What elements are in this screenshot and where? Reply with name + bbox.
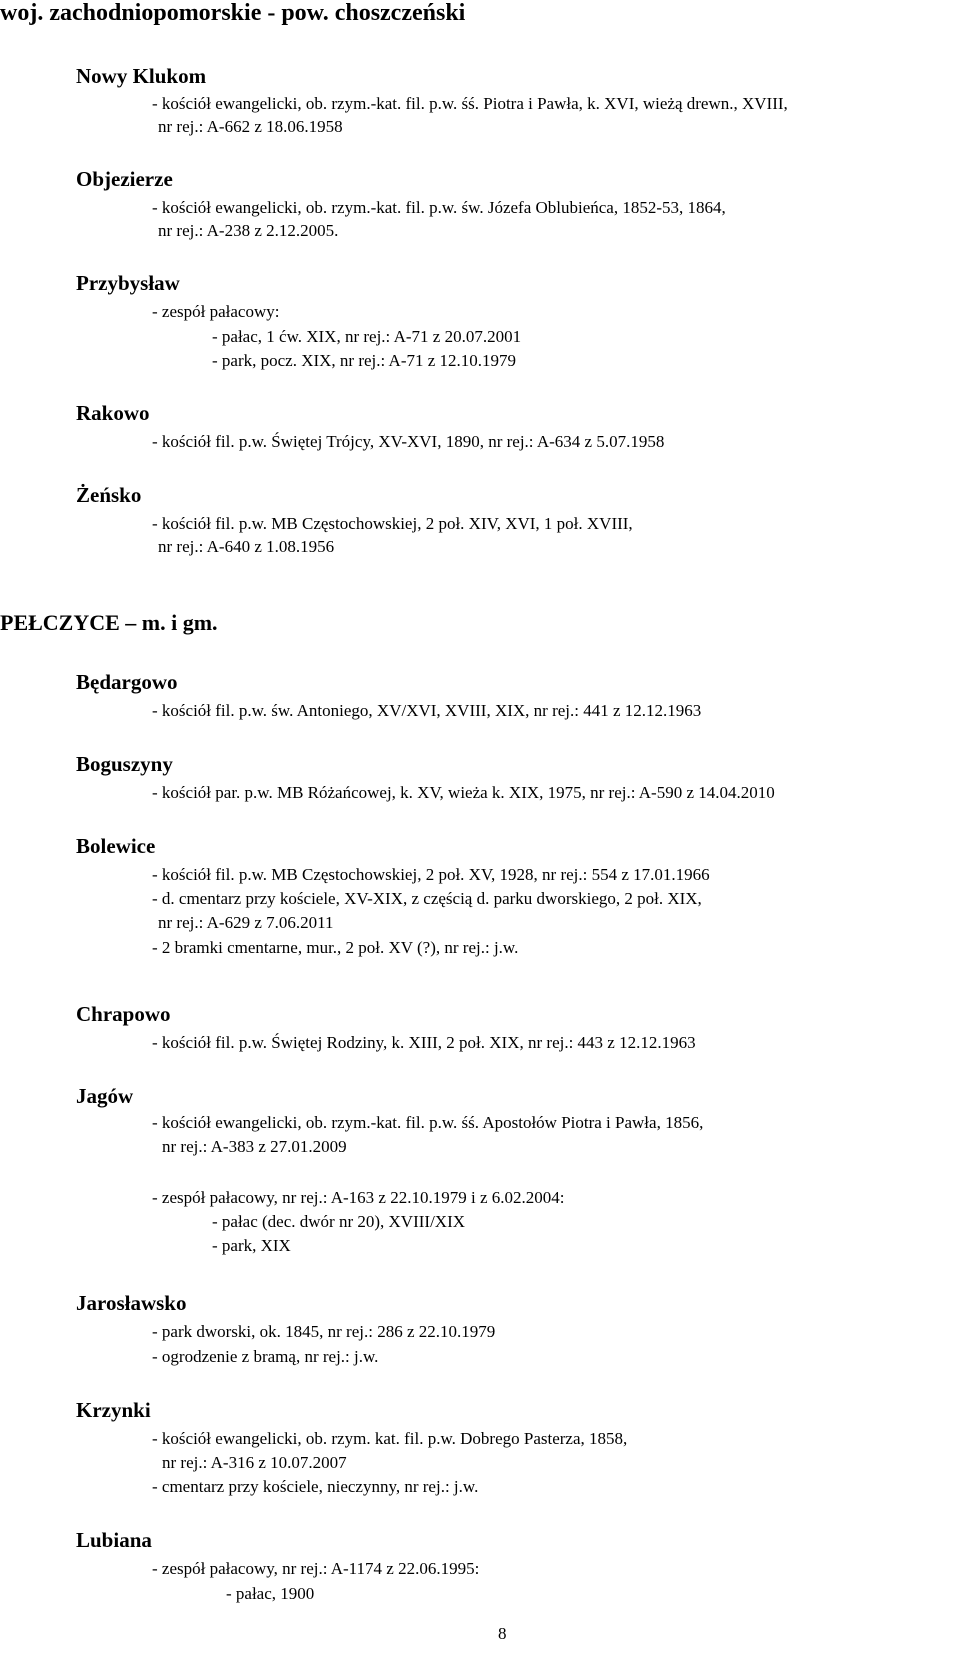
locality-bolewice: Bolewice [76, 834, 156, 858]
entry-line: - kościół ewangelicki, ob. rzym.-kat. fil. p.w. św. Józefa Oblubieńca, 1852-53, 1864, [152, 198, 726, 217]
locality-bedargowo: Będargowo [76, 670, 178, 694]
locality-krzynki: Krzynki [76, 1398, 151, 1422]
locality-zensko: Żeńsko [76, 483, 142, 507]
entry-line: - pałac, 1900 [226, 1584, 315, 1603]
locality-chrapowo: Chrapowo [76, 1002, 171, 1026]
entry-line: - kościół par. p.w. MB Różańcowej, k. XV, wieża k. XIX, 1975, nr rej.: A-590 z 14.04.2010 [152, 783, 775, 802]
entry-line: - pałac (dec. dwór nr 20), XVIII/XIX [212, 1212, 466, 1231]
locality-rakowo: Rakowo [76, 401, 150, 425]
entry-line: - kościół fil. p.w. Świętej Trójcy, XV-XVI, 1890, nr rej.: A-634 z 5.07.1958 [152, 432, 665, 451]
entry-line: - kościół fil. p.w. św. Antoniego, XV/XVI, XVIII, XIX, nr rej.: 441 z 12.12.1963 [152, 701, 702, 720]
locality-lubiana: Lubiana [76, 1528, 152, 1552]
municipality-heading: PEŁCZYCE – m. i gm. [0, 610, 218, 635]
entry-line: - kościół fil. p.w. MB Częstochowskiej, 2 poł. XV, 1928, nr rej.: 554 z 17.01.1966 [152, 865, 710, 884]
entry-line: - kościół ewangelicki, ob. rzym.-kat. fil. p.w. śś. Piotra i Pawła, k. XVI, wieżą drewn., XVIII, [152, 94, 788, 113]
entry-line: nr rej.: A-640 z 1.08.1956 [158, 537, 335, 556]
entry-line: - kościół fil. p.w. Świętej Rodziny, k. XIII, 2 poł. XIX, nr rej.: 443 z 12.12.1963 [152, 1033, 696, 1052]
entry-line: nr rej.: A-629 z 7.06.2011 [158, 913, 334, 932]
entry-line: - park dworski, ok. 1845, nr rej.: 286 z 22.10.1979 [152, 1322, 496, 1341]
entry-line: nr rej.: A-238 z 2.12.2005. [158, 221, 339, 240]
locality-jaroslawsko: Jarosławsko [76, 1291, 187, 1315]
entry-line: - kościół fil. p.w. MB Częstochowskiej, 2 poł. XIV, XVI, 1 poł. XVIII, [152, 514, 633, 533]
entry-line: - cmentarz przy kościele, nieczynny, nr rej.: j.w. [152, 1477, 479, 1496]
entry-line: - ogrodzenie z bramą, nr rej.: j.w. [152, 1347, 379, 1366]
locality-boguszyny: Boguszyny [76, 752, 173, 776]
entry-line: - 2 bramki cmentarne, mur., 2 poł. XV (?), nr rej.: j.w. [152, 938, 519, 957]
entry-line: nr rej.: A-662 z 18.06.1958 [158, 117, 343, 136]
entry-line: - zespół pałacowy: [152, 302, 280, 321]
entry-line: - d. cmentarz przy kościele, XV-XIX, z częścią d. parku dworskiego, 2 poł. XIX, [152, 889, 702, 908]
entry-line: nr rej.: A-383 z 27.01.2009 [162, 1137, 347, 1156]
entry-line: - kościół ewangelicki, ob. rzym.-kat. fil. p.w. śś. Apostołów Piotra i Pawła, 1856, [152, 1113, 704, 1132]
entry-line: - kościół ewangelicki, ob. rzym. kat. fil. p.w. Dobrego Pasterza, 1858, [152, 1429, 628, 1448]
entry-line: - park, XIX [212, 1236, 291, 1255]
entry-line: nr rej.: A-316 z 10.07.2007 [162, 1453, 347, 1472]
locality-jagow: Jagów [76, 1084, 134, 1108]
entry-line: - park, pocz. XIX, nr rej.: A-71 z 12.10.1979 [212, 351, 517, 370]
region-heading: woj. zachodniopomorskie - pow. choszczeński [0, 0, 466, 26]
locality-nowy-klukom: Nowy Klukom [76, 64, 207, 88]
entry-line: - zespół pałacowy, nr rej.: A-1174 z 22.06.1995: [152, 1559, 480, 1578]
entry-line: - pałac, 1 ćw. XIX, nr rej.: A-71 z 20.07.2001 [212, 327, 522, 346]
locality-przybyslaw: Przybysław [76, 271, 180, 295]
page-number: 8 [498, 1624, 507, 1643]
entry-line: - zespół pałacowy, nr rej.: A-163 z 22.10.1979 i z 6.02.2004: [152, 1188, 565, 1207]
locality-objezierze: Objezierze [76, 167, 173, 191]
